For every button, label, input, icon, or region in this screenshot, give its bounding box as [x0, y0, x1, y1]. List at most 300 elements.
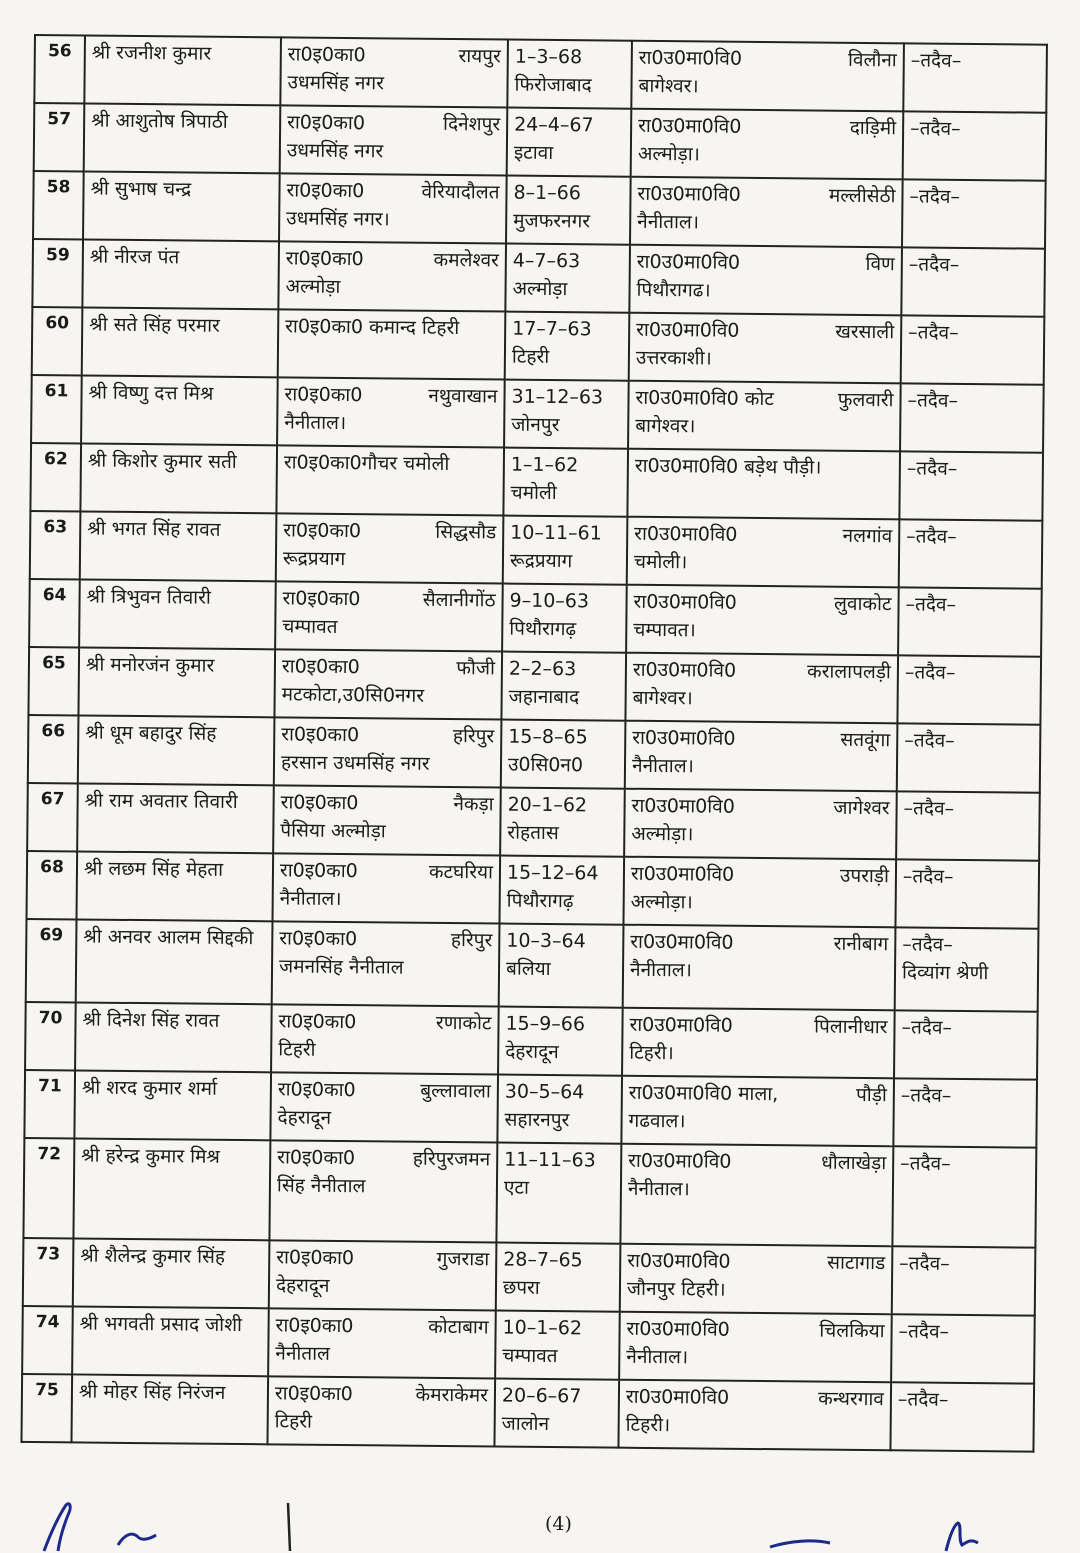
teacher-name: श्री त्रिभुवन तिवारी	[79, 579, 276, 649]
serial-number: 73	[23, 1238, 74, 1306]
remark	[897, 655, 1041, 724]
current-posting-line	[280, 857, 493, 887]
new-school-place: धौलाखेड़ा	[821, 1151, 887, 1175]
teacher-name: श्री आशुतोष त्रिपाठी	[84, 103, 281, 173]
dob-value: 4–7–63	[512, 249, 581, 273]
current-posting-line	[275, 1380, 488, 1410]
new-school-district: जौनपुर टिहरी।	[626, 1277, 726, 1301]
new-school-place: रानीबाग	[833, 932, 889, 956]
remark-text: –तदैव–	[900, 1152, 951, 1175]
current-school-district: उधमसिंह नगर	[286, 138, 384, 162]
dob-value: 8–1–66	[513, 181, 581, 205]
teacher-name: श्री रजनीश कुमार	[84, 35, 281, 105]
home-district: रोहतास	[507, 821, 559, 844]
table-row	[34, 35, 1047, 113]
table-row	[21, 1374, 1034, 1452]
signature-mark	[0, 1495, 1080, 1553]
home-district: चम्पावत	[502, 1344, 558, 1367]
new-school-place: लुवाकोट	[833, 592, 892, 616]
current-posting-line	[275, 1312, 488, 1342]
current-posting	[276, 513, 504, 583]
new-posting	[627, 517, 900, 588]
current-posting	[271, 1004, 499, 1074]
remark	[895, 859, 1039, 928]
dob-value: 20–6–67	[501, 1384, 582, 1408]
current-posting	[269, 1140, 497, 1242]
current-school-place: केमराकेमर	[415, 1383, 489, 1407]
new-school-type: रा0उ0मा0वि0	[626, 1317, 730, 1341]
current-posting-line	[286, 245, 499, 275]
new-posting-line	[626, 1316, 884, 1346]
new-school-place: दाड़िमी	[849, 116, 897, 140]
new-posting-line	[634, 521, 892, 551]
remark-text: –तदैव–	[908, 253, 960, 276]
current-school-type: रा0इ0का0	[281, 655, 360, 679]
teacher-name: श्री हरेन्द्र कुमार मिश्र	[73, 1138, 270, 1240]
current-school-district: पैसिया अल्मोड़ा	[280, 818, 386, 842]
new-posting-line	[628, 1148, 886, 1178]
new-posting-line	[631, 861, 889, 891]
teacher-name: श्री लछम सिंह मेहता	[77, 851, 274, 921]
current-posting	[278, 309, 506, 379]
current-school-type: रा0इ0का0	[282, 587, 361, 611]
current-school-type: रा0इ0का0	[287, 111, 366, 135]
current-school-district: मटकोटा,उ0सि0नगर	[281, 682, 425, 707]
remark-text: –तदैव–	[910, 49, 962, 72]
date-of-birth	[501, 652, 626, 721]
remark	[899, 519, 1043, 588]
remark	[890, 1382, 1034, 1451]
table-row	[25, 1002, 1038, 1080]
current-posting-line	[282, 653, 495, 683]
current-school-district: चम्पावत	[282, 614, 338, 638]
current-posting	[273, 785, 501, 855]
date-of-birth	[499, 924, 624, 1008]
serial-number: 61	[31, 375, 82, 443]
current-school-district: नैनीताल।	[279, 886, 342, 910]
current-posting	[274, 717, 502, 787]
current-school-type: रा0इ0का0	[284, 383, 363, 407]
new-school-place: उपराड़ी	[839, 864, 890, 888]
remark	[896, 791, 1040, 860]
current-school-place: सिद्धसौड	[435, 520, 497, 544]
table-row	[23, 1238, 1036, 1316]
current-school-place: बुल्लावाला	[420, 1079, 491, 1103]
new-school-type: रा0उ0मा0वि0	[632, 726, 736, 750]
serial-number: 71	[24, 1070, 75, 1138]
dob-value: 20–1–62	[507, 793, 588, 817]
home-district: एटा	[503, 1176, 530, 1199]
new-school-district: बागेश्वर।	[638, 74, 699, 97]
new-school-district: नैनीताल।	[627, 1177, 690, 1200]
table-row	[30, 511, 1043, 589]
new-posting-line	[636, 317, 894, 347]
remark-text: –तदैव–	[902, 865, 954, 888]
table-row	[26, 919, 1039, 1012]
serial-number: 69	[26, 919, 77, 1002]
date-of-birth	[506, 176, 631, 245]
current-posting	[275, 581, 503, 651]
dob-value: 15–12–64	[506, 861, 599, 885]
table-row	[34, 103, 1047, 181]
home-district: देहरादून	[505, 1040, 559, 1063]
home-district: बलिया	[505, 957, 551, 980]
remark-text: –तदैव–	[898, 1320, 950, 1343]
remark	[901, 315, 1045, 384]
new-school-type: रा0उ0मा0वि0	[630, 862, 735, 886]
date-of-birth	[507, 108, 632, 177]
remark	[894, 1010, 1038, 1079]
new-school-place: विण	[865, 252, 895, 276]
serial-number: 59	[32, 239, 83, 307]
table-row	[33, 171, 1046, 249]
dob-value: 30–5–64	[504, 1080, 585, 1104]
new-posting-line	[631, 793, 889, 823]
current-school-type: रा0इ0का0	[279, 859, 358, 883]
new-school-place: साटागाड	[827, 1251, 886, 1275]
current-school-type: रा0इ0का0गौचर चमोली	[283, 451, 450, 476]
date-of-birth	[496, 1242, 621, 1311]
home-district: सहारनपुर	[504, 1108, 570, 1131]
teacher-name: श्री भगवती प्रसाद जोशी	[72, 1306, 269, 1376]
current-school-place: दिनेशपुर	[443, 112, 501, 136]
new-school-district: टिहरी।	[625, 1413, 671, 1436]
remark	[899, 451, 1043, 520]
table-row	[22, 1306, 1035, 1384]
home-district: पिथौरागढ़	[509, 617, 577, 640]
current-school-place: रायपुर	[458, 45, 501, 68]
home-district: इटावा	[513, 141, 554, 164]
current-posting-line	[283, 517, 496, 547]
current-school-district: टिहरी	[278, 1037, 316, 1061]
serial-number: 66	[28, 715, 79, 783]
date-of-birth	[494, 1378, 619, 1447]
current-school-type: रा0इ0का0	[277, 1146, 356, 1170]
home-district: अल्मोड़ा	[512, 277, 568, 300]
current-school-type: रा0इ0का0	[275, 1314, 354, 1338]
new-school-place: करालापलड़ी	[806, 660, 892, 684]
new-school-place: कन्थरगाव	[818, 1387, 885, 1411]
current-school-district: अल्मोड़ा	[285, 274, 341, 298]
new-school-place: सतवूंगा	[840, 728, 891, 752]
new-posting-line	[630, 929, 888, 959]
current-school-district: जमनसिंह नैनीताल	[278, 954, 404, 979]
current-school-type: रा0इ0का0	[278, 1010, 357, 1034]
serial-number: 63	[30, 511, 81, 579]
remark-note: दिव्यांग श्रेणी	[901, 960, 989, 984]
date-of-birth	[499, 856, 624, 925]
table-row	[29, 579, 1042, 657]
new-school-type: रा0उ0मा0वि0	[629, 1013, 733, 1037]
dob-value: 11–11–63	[504, 1148, 596, 1172]
dob-value: 2–2–63	[508, 657, 577, 681]
home-district: जालोन	[501, 1412, 550, 1435]
new-posting	[621, 1076, 894, 1147]
dob-value: 1–1–62	[510, 453, 579, 477]
new-posting	[623, 857, 896, 928]
new-school-type: रा0उ0मा0वि0 माला,	[628, 1081, 779, 1106]
teacher-name: श्री शैलेन्द्र कुमार सिंह	[73, 1238, 270, 1308]
current-posting	[272, 853, 500, 923]
teacher-name: श्री धूम बहादुर सिंह	[78, 715, 275, 785]
current-school-district: उधमसिंह नगर	[287, 70, 385, 94]
new-posting-line	[632, 725, 890, 755]
date-of-birth	[496, 1142, 621, 1243]
current-school-type: रा0इ0का0	[279, 927, 358, 951]
date-of-birth	[505, 312, 630, 381]
new-posting-line	[626, 1384, 884, 1414]
current-posting	[274, 649, 502, 719]
current-school-type: रा0इ0का0	[285, 247, 364, 271]
new-school-type: रा0उ0मा0वि0	[627, 1249, 731, 1273]
current-posting	[270, 1072, 498, 1142]
current-school-place: गुजराडा	[436, 1247, 490, 1271]
current-school-place: कटघरिया	[428, 860, 494, 884]
dob-value: 17–7–63	[512, 317, 592, 341]
new-school-place: फुलवारी	[837, 388, 894, 412]
current-posting-line	[276, 1244, 489, 1274]
home-district: पिथौरागढ़	[506, 889, 574, 912]
new-school-district: नैनीताल।	[637, 210, 700, 233]
new-school-place: पिलानीधार	[814, 1015, 888, 1039]
new-school-district: बागेश्वर।	[635, 414, 696, 437]
dob-value: 9–10–63	[509, 589, 590, 613]
date-of-birth	[501, 720, 626, 789]
teacher-name: श्री सुभाष चन्द्र	[83, 171, 280, 241]
remark	[895, 927, 1039, 1011]
current-school-place: हरिपुर	[452, 725, 495, 748]
date-of-birth	[502, 584, 627, 653]
new-posting-line	[637, 249, 895, 279]
dob-value: 28–7–65	[503, 1248, 583, 1272]
remark-text: –तदैव–	[904, 661, 956, 684]
new-posting	[623, 925, 896, 1011]
dob-value: 15–9–66	[505, 1012, 586, 1036]
new-posting-line	[627, 1248, 885, 1278]
remark-text: –तदैव–	[910, 117, 961, 140]
current-school-type: रा0इ0का0	[274, 1382, 353, 1406]
remark	[901, 247, 1045, 316]
new-posting	[625, 721, 898, 792]
date-of-birth	[495, 1310, 620, 1379]
teacher-name: श्री मोहर सिंह निरंजन	[71, 1374, 268, 1444]
new-school-district: अल्मोड़ा।	[631, 822, 694, 845]
new-school-type: रा0उ0मा0वि0	[638, 46, 743, 70]
table-row	[32, 239, 1045, 317]
new-posting-line	[629, 1012, 887, 1042]
current-school-type: रा0इ0का0	[287, 43, 366, 67]
new-school-district: उत्तरकाशी।	[635, 346, 712, 370]
current-school-place: फौजी	[456, 657, 496, 680]
new-posting-line	[639, 45, 897, 75]
teacher-name: श्री शरद कुमार शर्मा	[74, 1070, 271, 1140]
remark-text: –तदैव–	[900, 1084, 952, 1107]
current-school-district: हरसान उधमसिंह नगर	[280, 750, 430, 775]
serial-number: 58	[33, 171, 84, 239]
serial-number: 68	[27, 851, 78, 919]
new-school-district: टिहरी।	[629, 1041, 674, 1064]
table-row	[23, 1138, 1036, 1248]
new-school-type: रा0उ0मा0वि0	[637, 182, 741, 206]
new-posting	[626, 585, 899, 656]
serial-number: 72	[23, 1138, 74, 1238]
new-posting-line	[629, 1080, 887, 1110]
current-school-type: रा0इ0का0 कमान्द टिहरी	[285, 315, 460, 340]
current-posting-line	[279, 925, 492, 955]
current-posting	[272, 921, 500, 1006]
new-school-district: बागेश्वर।	[632, 686, 693, 709]
home-district: मुजफरनगर	[513, 209, 591, 232]
new-posting	[618, 1380, 891, 1451]
new-school-place: जागेश्वर	[833, 796, 890, 820]
current-posting-line	[286, 177, 499, 207]
new-school-type: रा0उ0मा0वि0	[631, 794, 735, 818]
teacher-name: श्री नीरज पंत	[82, 239, 279, 309]
date-of-birth	[504, 380, 629, 449]
teacher-name: श्री दिनेश सिंह रावत	[75, 1002, 272, 1072]
remark-text: –तदैव–	[906, 525, 957, 548]
current-school-place: वेरियादौलत	[421, 180, 500, 204]
current-school-place: नैकड़ा	[453, 793, 494, 816]
new-school-district: गढवाल।	[628, 1109, 686, 1132]
new-posting	[629, 313, 902, 384]
new-school-district: अल्मोड़ा।	[637, 142, 701, 165]
dob-value: 1–3–68	[514, 45, 583, 69]
new-posting	[628, 381, 901, 452]
remark-text: –तदैव–	[907, 389, 959, 412]
table-row	[31, 375, 1044, 453]
date-of-birth	[500, 788, 625, 857]
remark	[902, 179, 1046, 248]
remark-text: –तदैव–	[899, 1252, 950, 1275]
current-school-type: रा0इ0का0	[283, 519, 362, 543]
date-of-birth	[505, 244, 630, 313]
new-school-district: नैनीताल।	[629, 958, 693, 981]
current-posting	[280, 37, 508, 107]
new-school-type: रा0उ0मा0वि0	[628, 1149, 732, 1173]
new-school-type: रा0उ0मा0वि0	[636, 318, 740, 342]
current-school-place: नथुवाखान	[428, 384, 498, 408]
new-school-type: रा0उ0मा0वि0	[638, 114, 742, 138]
home-district: जोनपुर	[511, 413, 560, 436]
new-school-place: खरसाली	[835, 320, 895, 344]
table-row	[27, 851, 1040, 929]
current-posting	[269, 1240, 497, 1310]
new-posting	[622, 1008, 895, 1079]
remark-text: –तदैव–	[908, 321, 959, 344]
page-footer	[0, 1495, 1080, 1553]
home-district: छपरा	[502, 1276, 540, 1299]
home-district: जहानाबाद	[508, 685, 580, 708]
remark-text: –तदैव–	[904, 729, 955, 752]
current-school-place: सैलानीगोंठ	[422, 588, 496, 612]
remark	[892, 1146, 1036, 1247]
home-district: फिरोजाबाद	[514, 73, 592, 96]
dob-value: 10–3–64	[506, 929, 586, 953]
teacher-name: श्री अनवर आलम सिद्दकी	[76, 919, 273, 1004]
new-posting	[631, 41, 904, 112]
current-posting	[276, 445, 504, 515]
teacher-name: श्री किशोर कुमार सती	[80, 443, 277, 513]
remark	[892, 1246, 1036, 1315]
remark-text: –तदैव–	[906, 457, 958, 480]
current-posting-line	[282, 585, 495, 615]
current-posting-line	[287, 109, 500, 139]
current-school-place: रणाकोट	[435, 1011, 492, 1035]
new-school-place: विलौना	[847, 48, 897, 72]
current-posting	[268, 1308, 496, 1378]
dob-value: 31–12–63	[511, 385, 604, 409]
current-school-district: देहरादून	[275, 1273, 330, 1297]
remark	[893, 1078, 1037, 1147]
table-row	[27, 783, 1040, 861]
remark	[903, 43, 1047, 112]
home-district: चमोली	[510, 481, 557, 504]
remark	[898, 587, 1042, 656]
new-posting	[625, 653, 898, 724]
serial-number: 64	[29, 579, 80, 647]
transfer-table	[20, 34, 1047, 1453]
remark-text: –तदैव–	[903, 797, 955, 820]
serial-number: 65	[28, 647, 79, 715]
new-posting	[624, 789, 897, 860]
new-school-district: नैनीताल।	[626, 1345, 689, 1368]
new-school-district: नैनीताल।	[631, 754, 694, 777]
new-school-type: रा0उ0मा0वि0	[625, 1385, 730, 1409]
new-posting	[620, 1144, 893, 1247]
dob-value: 10–1–62	[502, 1316, 583, 1340]
new-posting	[620, 1244, 893, 1315]
serial-number: 60	[32, 307, 83, 375]
new-school-district: पिथौरागढ।	[636, 278, 711, 302]
current-posting-line	[278, 1076, 491, 1106]
new-school-type: रा0उ0मा0वि0 बड़ेथ पौड़ी।	[634, 454, 822, 479]
serial-number: 57	[34, 103, 85, 171]
date-of-birth	[503, 516, 628, 585]
new-posting-line	[637, 181, 895, 211]
remark	[897, 723, 1041, 792]
current-posting	[277, 377, 505, 447]
current-school-type: रा0इ0का0	[277, 1078, 356, 1102]
remark-text: –तदैव–	[901, 1016, 953, 1039]
teacher-name: श्री विष्णु दत्त मिश्र	[81, 375, 278, 445]
current-school-district: नैनीताल	[275, 1341, 331, 1365]
current-posting	[279, 173, 507, 243]
serial-number: 67	[27, 783, 78, 851]
table-body	[21, 35, 1046, 1452]
new-school-type: रा0उ0मा0वि0	[630, 930, 734, 954]
current-school-type: रा0इ0का0	[280, 791, 359, 815]
home-district: रूद्रप्रयाग	[509, 549, 573, 572]
date-of-birth	[498, 1007, 623, 1076]
current-school-type: रा0इ0का0	[286, 179, 365, 203]
table-row	[28, 715, 1041, 793]
current-posting-line	[284, 381, 497, 411]
remark	[891, 1314, 1035, 1383]
serial-number: 56	[34, 35, 85, 103]
current-school-district: देहरादून	[277, 1105, 332, 1129]
new-school-place: नलगांव	[842, 524, 893, 548]
remark	[903, 111, 1047, 180]
page-number: (4)	[545, 1513, 572, 1535]
new-school-district: अल्मोड़ा।	[630, 890, 693, 913]
date-of-birth	[507, 40, 632, 109]
current-school-type: रा0इ0का0	[281, 723, 360, 747]
current-school-place: कोटाबाग	[428, 1315, 489, 1339]
current-school-district: रूद्रप्रयाग	[282, 546, 346, 570]
date-of-birth	[497, 1075, 622, 1144]
new-school-place: पौड़ी	[855, 1083, 887, 1107]
